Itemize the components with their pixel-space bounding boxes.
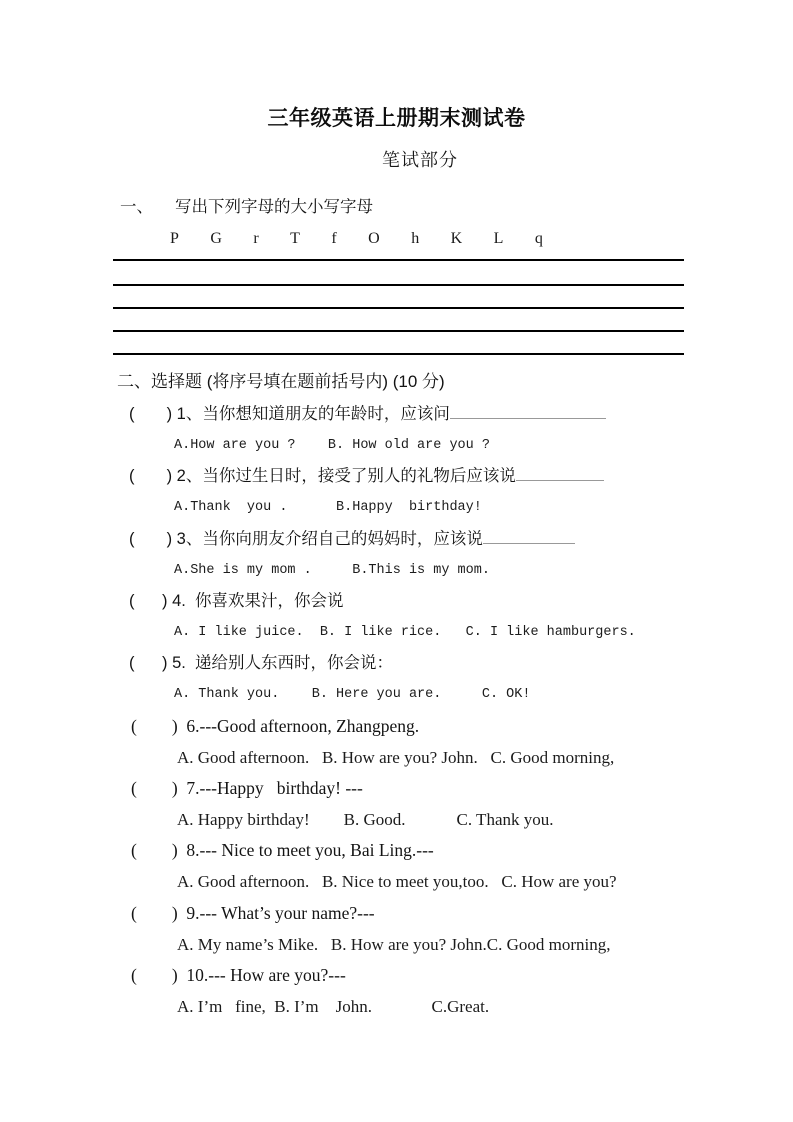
answer-line bbox=[113, 284, 684, 286]
letters-row bbox=[170, 230, 543, 248]
question-row-7 bbox=[0, 773, 793, 804]
question-text: ( ) 7.---Happy birthday! --- bbox=[131, 777, 363, 798]
question-text: ( ) 10.--- How are you?--- bbox=[131, 964, 346, 985]
options-row-2: A.Thank you . B.Happy birthday! bbox=[174, 500, 482, 516]
answer-line bbox=[113, 259, 684, 261]
letter-item: L bbox=[493, 230, 504, 247]
question-text: ( ) 4. 你喜欢果汁，你会说 bbox=[129, 591, 344, 610]
letter-item: T bbox=[290, 230, 300, 247]
answer-blank bbox=[450, 416, 606, 419]
section2-heading: 二、选择题 (将序号填在题前括号内) (10 分) bbox=[117, 372, 445, 391]
section1-heading bbox=[120, 193, 373, 217]
options-row-1: A.How are you ? B. How old are you ? bbox=[174, 438, 490, 454]
answer-blank bbox=[483, 541, 575, 544]
question-row-2 bbox=[0, 461, 793, 492]
letter-item: q bbox=[534, 230, 543, 247]
question-row-4 bbox=[0, 586, 793, 617]
letter-item: f bbox=[331, 230, 337, 247]
section1-heading-text: 写出下列字母的大小写字母 bbox=[175, 198, 373, 216]
question-row-1 bbox=[0, 399, 793, 430]
options-row-8: A. Good afternoon. B. Nice to meet you,too. C. How are you? bbox=[177, 872, 617, 892]
options-row-5: A. Thank you. B. Here you are. C. OK! bbox=[174, 687, 531, 703]
letter-item: O bbox=[368, 230, 380, 247]
options-row-3: A.She is my mom . B.This is my mom. bbox=[174, 562, 490, 578]
question-row-5 bbox=[0, 648, 793, 679]
question-text: ( ) 2、当你过生日时，接受了别人的礼物后应该说 bbox=[129, 467, 516, 486]
letter-item: h bbox=[411, 230, 420, 247]
question-text: ( ) 6.---Good afternoon, Zhangpeng. bbox=[131, 715, 420, 736]
subtitle: 笔试部分 bbox=[382, 150, 458, 170]
question-row-6 bbox=[0, 711, 793, 742]
question-text: ( ) 1、当你想知道朋友的年龄时，应该问 bbox=[129, 405, 450, 423]
questions-area bbox=[0, 399, 793, 1022]
question-text: ( ) 3、当你向朋友介绍自己的妈妈时，应该说 bbox=[129, 529, 483, 548]
question-row-9 bbox=[0, 898, 793, 929]
letter-item: G bbox=[210, 230, 222, 247]
question-row-3 bbox=[0, 524, 793, 555]
options-row-4: A. I like juice. B. I like rice. C. I like hamburgers. bbox=[174, 625, 636, 641]
question-text: ( ) 9.--- What’s your name?--- bbox=[131, 902, 375, 923]
question-row-10 bbox=[0, 960, 793, 991]
answer-line bbox=[113, 307, 684, 309]
options-row-6: A. Good afternoon. B. How are you? John. C. Good morning, bbox=[177, 747, 615, 767]
question-text: ( ) 8.--- Nice to meet you, Bai Ling.--- bbox=[131, 840, 434, 861]
page-title: 三年级英语上册期末测试卷 bbox=[267, 107, 526, 130]
options-row-9: A. My name’s Mike. B. How are you? John.C. Good morning, bbox=[177, 934, 611, 954]
answer-line bbox=[113, 353, 684, 355]
letter-item: P bbox=[170, 230, 179, 247]
letter-item: r bbox=[253, 230, 259, 247]
options-row-7: A. Happy birthday! B. Good. C. Thank you. bbox=[177, 810, 554, 830]
section1-number: 一、 bbox=[120, 198, 153, 216]
question-row-8 bbox=[0, 835, 793, 866]
answer-line bbox=[113, 330, 684, 332]
answer-blank bbox=[516, 478, 604, 481]
letter-item: K bbox=[450, 230, 463, 247]
options-row-10: A. I’m fine, B. I’m John. C.Great. bbox=[177, 996, 490, 1016]
question-text: ( ) 5. 递给别人东西时，你会说： bbox=[129, 654, 394, 673]
